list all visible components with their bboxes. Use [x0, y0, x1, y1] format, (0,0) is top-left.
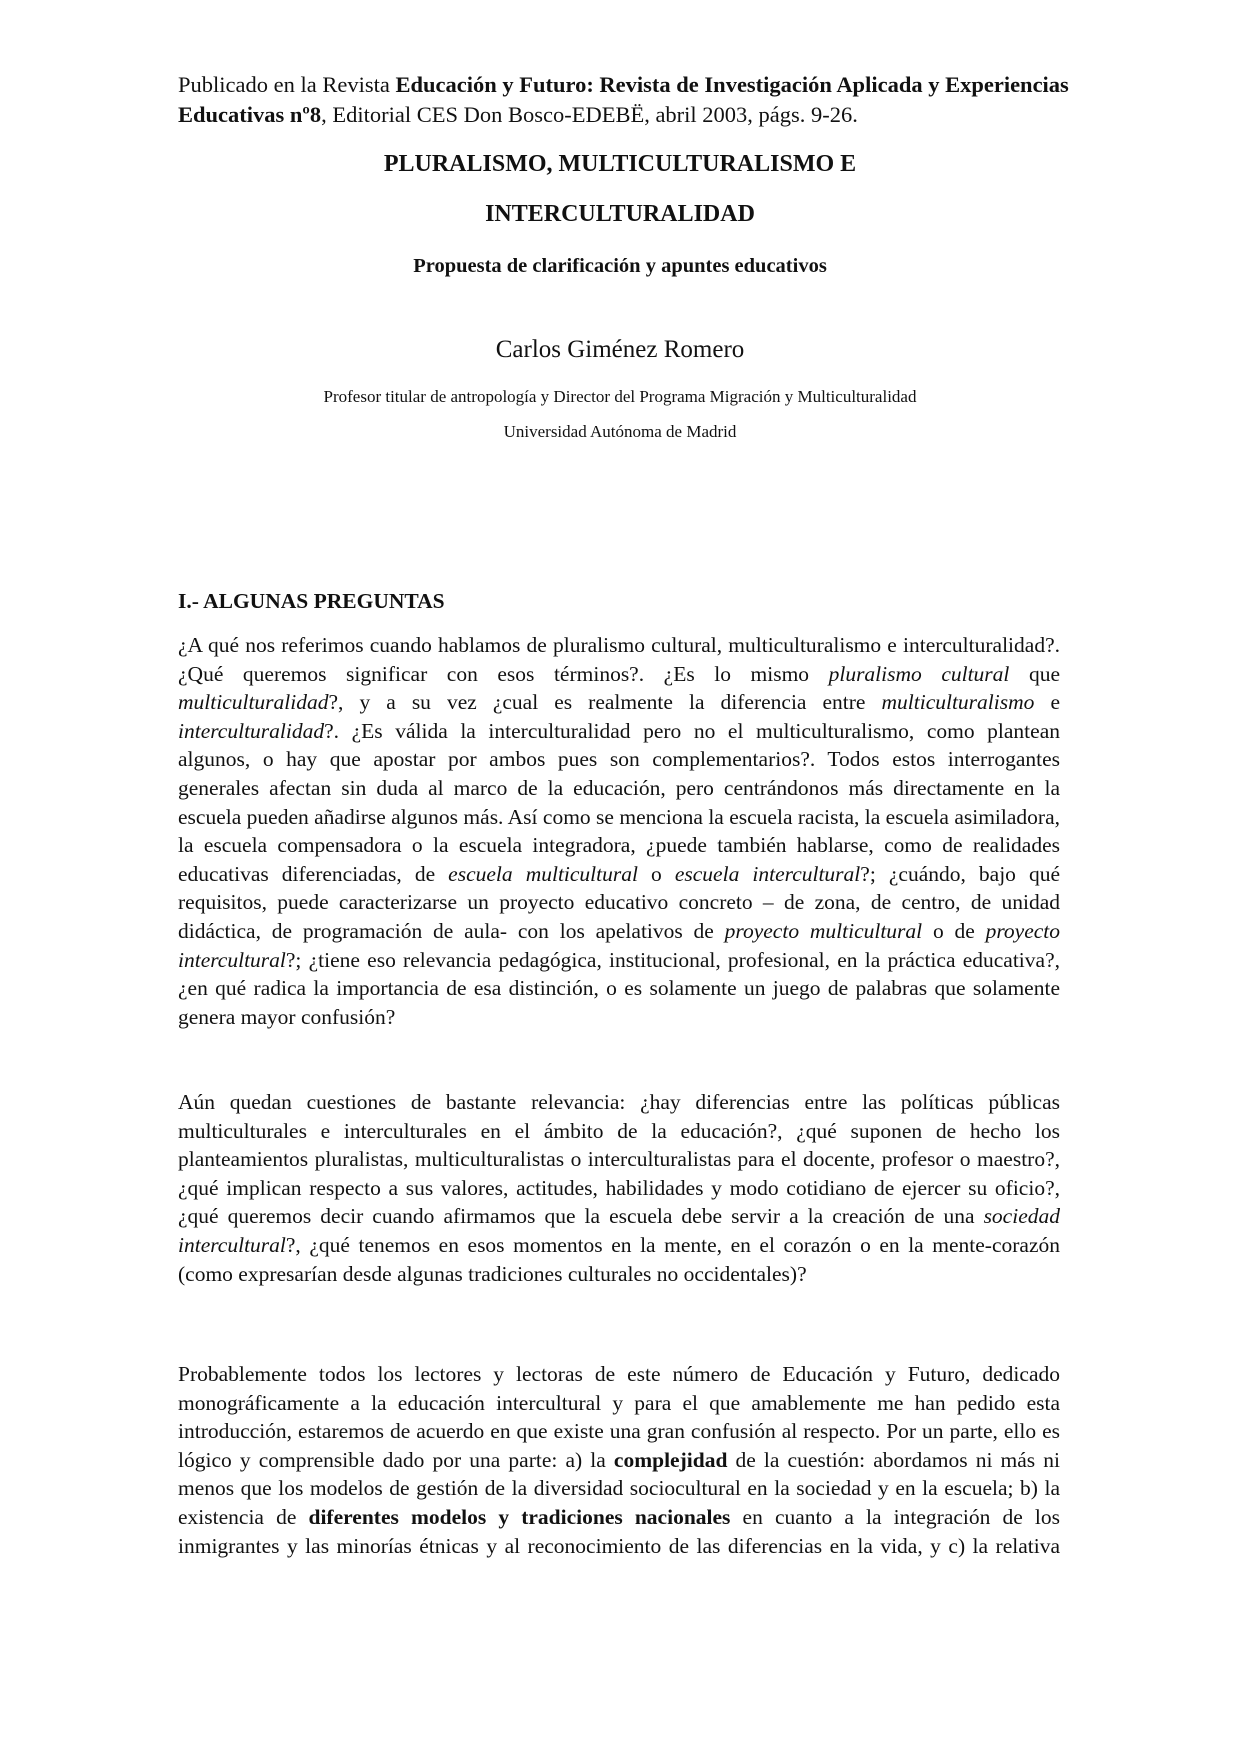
p1-text-3: ?, y a su vez ¿cual es realmente la diferencia entre — [328, 690, 882, 715]
p3-bold-2: diferentes modelos y tradiciones nacionales — [308, 1504, 731, 1529]
p1-italic-6: escuela intercultural — [674, 861, 861, 886]
author-institution: Universidad Autónoma de Madrid — [503, 422, 737, 441]
publication-note-suffix: , Editorial CES Don Bosco-EDEBË, abril 2003, págs. 9-26. — [321, 102, 858, 127]
p1-italic-4: interculturalidad — [178, 718, 325, 743]
p1-italic-5: escuela multicultural — [448, 861, 638, 886]
subtitle: Propuesta de clarificación y apuntes educativos — [413, 255, 827, 277]
p1-text-4: e — [1034, 690, 1060, 715]
p1-italic-1: pluralismo cultural — [828, 661, 1010, 686]
title-line-2: INTERCULTURALIDAD — [485, 201, 755, 227]
p1-text-5: ?. ¿Es válida la interculturalidad pero no el multiculturalismo, como plantean algunos, o hay que apostar por ambos pues son complementarios?. Todos estos interrogantes generales afectan sin duda al marco de la educación, pero centrándonos más directamente en la escuela pueden añadirse algunos más. Así como se menciona la escuela racista, la escuela asimiladora, la escuela compensadora o la escuela integradora, ¿puede también hablarse, como de realidades educativas diferenciadas, de — [178, 718, 1060, 886]
paragraph-1 — [178, 631, 1060, 1031]
p3-bold-1: complejidad — [613, 1447, 728, 1472]
author-name: Carlos Giménez Romero — [495, 336, 745, 363]
p1-text-1: ¿A qué nos referimos cuando hablamos de pluralismo cultural, multiculturalismo e interculturalidad?. ¿Qué queremos significar con esos términos?. ¿Es lo mismo — [178, 633, 1060, 686]
p1-text-9: ?; ¿tiene eso relevancia pedagógica, institucional, profesional, en la práctica educativa?, ¿en qué radica la importancia de esa distinción, o es solamente un juego de palabras que solamente genera mayor confusión? — [178, 947, 1060, 1029]
author-position: Profesor titular de antropología y Director del Programa Migración y Multiculturalidad — [323, 387, 917, 406]
p1-italic-8: proyecto intercultural — [178, 918, 1061, 972]
p1-text-7: ?; ¿cuándo, bajo qué requisitos, puede caracterizarse un proyecto educativo concreto – de zona, de centro, de unidad didáctica, de programación de aula- con los apelativos de — [178, 861, 1061, 943]
p2-italic-1: sociedad intercultural — [178, 1204, 1060, 1257]
journal-name: Educación y Futuro: Revista de Investigación Aplicada y Experiencias Educativas nº8 — [178, 72, 1069, 127]
section-heading: I.- ALGUNAS PREGUNTAS — [178, 589, 445, 613]
p3-text-1: Probablemente todos los lectores y lectoras de este número de Educación y Futuro, dedicado monográficamente a la educación intercultural y para el que amablemente me han pedido esta introducción, estaremos de acuerdo en que existe una gran confusión al respecto. Por un parte, ello es lógico y comprensible dado por una parte: a) la — [178, 1362, 1060, 1472]
p1-text-2: que — [1009, 661, 1060, 686]
p2-text-2: ?, ¿qué tenemos en esos momentos en la mente, en el corazón o en la mente-corazón (como expresarían desde algunas tradiciones culturales no occidentales)? — [178, 1232, 1060, 1286]
p1-text-6: o — [637, 861, 675, 886]
publication-note — [178, 70, 1078, 130]
paragraph-3 — [178, 1360, 1060, 1560]
p1-italic-2: multiculturalidad — [178, 690, 329, 715]
p2-text-1: Aún quedan cuestiones de bastante relevancia: ¿hay diferencias entre las políticas públicas multiculturales e interculturales en el ámbito de la educación?, ¿qué suponen de hecho los planteamientos pluralistas, multiculturalistas o interculturalistas para el docente, profesor o maestro?, ¿qué implican respecto a sus valores, actitudes, habilidades y modo cotidiano de ejercer su oficio?, ¿qué queremos decir cuando afirmamos que la escuela debe servir a la creación de una — [178, 1090, 1060, 1229]
publication-note-prefix: Publicado en la Revista — [178, 72, 396, 97]
p1-italic-3: multiculturalismo — [881, 690, 1035, 715]
paragraph-2 — [178, 1088, 1060, 1288]
p3-text-3: en cuanto a la integración de los inmigrantes y las minorías étnicas y al reconocimiento de las diferencias en la vida, y c) la relativa — [178, 1504, 1060, 1558]
p1-italic-7: proyecto multicultural — [724, 918, 923, 943]
title-line-1: PLURALISMO, MULTICULTURALISMO E — [383, 151, 857, 177]
p3-text-2: de la cuestión: abordamos ni más ni menos que los modelos de gestión de la diversidad sociocultural en la sociedad y en la escuela; b) la existencia de — [178, 1447, 1060, 1529]
p1-text-8: o de — [922, 918, 986, 943]
